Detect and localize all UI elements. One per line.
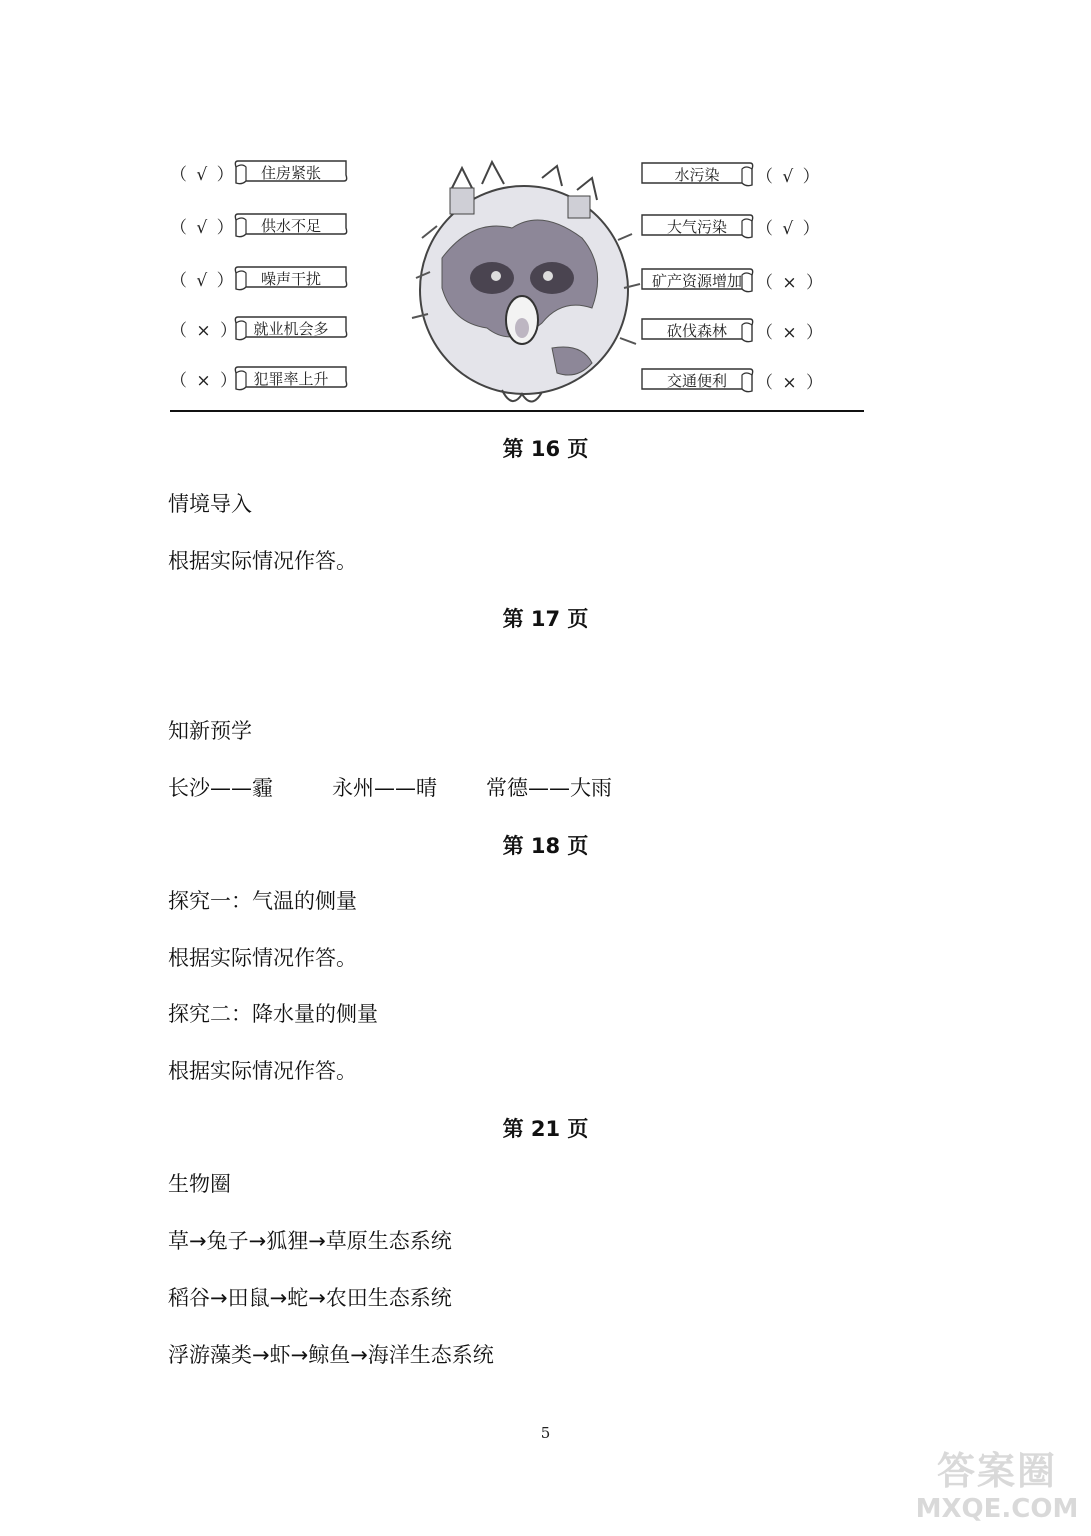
watermark-line1: 答案圈 xyxy=(936,1449,1057,1493)
answer-mark: （ × ） xyxy=(170,320,240,341)
scroll-label: 砍伐森林 xyxy=(666,321,727,340)
section-subtitle: 情境导入 xyxy=(168,492,252,516)
left-item-row xyxy=(170,308,350,348)
left-item-row xyxy=(170,205,350,245)
answer-mark: （ √ ） xyxy=(170,217,236,238)
page-number: 5 xyxy=(540,1424,551,1442)
right-item-row xyxy=(638,154,822,194)
answer-mark: （ × ） xyxy=(756,322,826,343)
right-item-row xyxy=(638,360,826,400)
label-scroll xyxy=(638,265,756,295)
right-item-row xyxy=(638,310,826,350)
section-heading-p21: 第 21 页 xyxy=(502,1117,589,1141)
answer-mark: （ × ） xyxy=(756,272,826,293)
label-scroll xyxy=(232,263,350,293)
section-heading-p17: 第 17 页 xyxy=(502,607,589,631)
section-heading-p16: 第 16 页 xyxy=(502,437,589,461)
watermark-line2: MXQE.COM xyxy=(915,1494,1079,1524)
label-scroll xyxy=(638,159,756,189)
answer-text: 根据实际情况作答。 xyxy=(168,1059,357,1083)
label-scroll xyxy=(232,313,350,343)
left-item-row xyxy=(170,258,350,298)
weather-city-answer: 常德——大雨 xyxy=(486,776,612,800)
label-scroll xyxy=(638,365,756,395)
watermark-logo xyxy=(912,1448,1082,1528)
right-item-row xyxy=(638,260,826,300)
answer-mark: （ √ ） xyxy=(756,218,822,239)
answer-text: 根据实际情况作答。 xyxy=(168,549,357,573)
label-scroll xyxy=(638,211,756,241)
section-heading-p18: 第 18 页 xyxy=(502,834,589,858)
section-subtitle: 探究二：降水量的侧量 xyxy=(168,1002,378,1026)
answer-mark: （ √ ） xyxy=(756,166,822,187)
answer-mark: （ × ） xyxy=(756,372,826,393)
section-subtitle: 探究一：气温的侧量 xyxy=(168,889,357,913)
left-item-row xyxy=(170,358,350,398)
scroll-label: 交通便利 xyxy=(666,371,727,390)
scroll-label: 就业机会多 xyxy=(253,319,329,338)
section-subtitle: 知新预学 xyxy=(168,719,252,743)
horizontal-divider xyxy=(170,410,864,412)
crowded-earth-figure xyxy=(170,148,864,410)
scroll-label: 大气污染 xyxy=(666,217,727,236)
scroll-label: 水污染 xyxy=(674,165,720,184)
scroll-label: 犯罪率上升 xyxy=(253,369,329,388)
answer-mark: （ √ ） xyxy=(170,270,236,291)
label-scroll xyxy=(232,210,350,240)
right-item-row xyxy=(638,206,822,246)
label-scroll xyxy=(232,157,350,187)
food-chain-text: 稻谷→田鼠→蛇→农田生态系统 xyxy=(168,1286,452,1310)
label-scroll xyxy=(232,363,350,393)
weather-city-answer: 永州——晴 xyxy=(332,776,437,800)
scroll-label: 供水不足 xyxy=(260,216,321,235)
food-chain-text: 草→兔子→狐狸→草原生态系统 xyxy=(168,1229,452,1253)
scroll-label: 住房紧张 xyxy=(260,163,321,182)
answer-text: 根据实际情况作答。 xyxy=(168,946,357,970)
section-subtitle: 生物圈 xyxy=(168,1172,231,1196)
left-item-row xyxy=(170,152,350,192)
crowded-earth-illustration xyxy=(392,148,650,410)
answer-mark: （ × ） xyxy=(170,370,240,391)
weather-city-answer: 长沙——霾 xyxy=(168,776,273,800)
answer-mark: （ √ ） xyxy=(170,164,236,185)
scroll-label: 矿产资源增加 xyxy=(651,271,742,290)
food-chain-text: 浮游藻类→虾→鲸鱼→海洋生态系统 xyxy=(168,1343,494,1367)
weather-answers xyxy=(168,772,612,802)
label-scroll xyxy=(638,315,756,345)
scroll-label: 噪声干扰 xyxy=(260,269,321,288)
